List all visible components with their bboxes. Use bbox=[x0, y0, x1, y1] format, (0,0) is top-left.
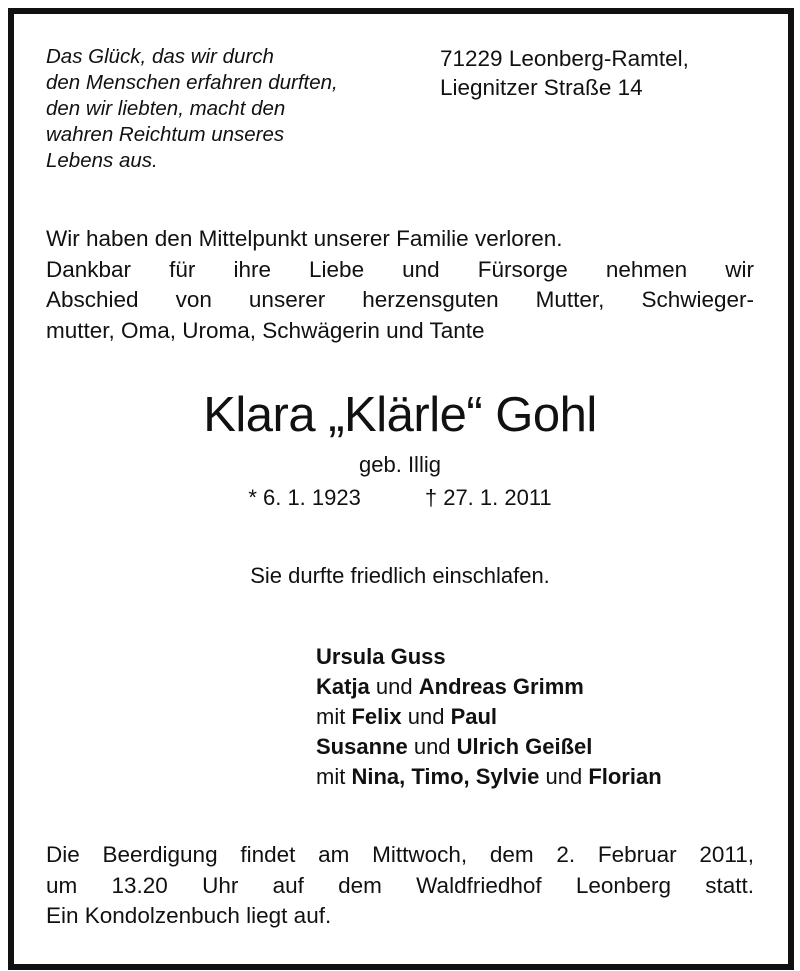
intro-line: Dankbar für ihre Liebe und Fürsorge nehmen wir bbox=[46, 256, 754, 282]
intro-line: Wir haben den Mittelpunkt unserer Familie verloren. bbox=[46, 226, 563, 251]
intro-text bbox=[46, 224, 754, 346]
address-street: Liegnitzer Straße 14 bbox=[440, 75, 643, 100]
quote-line: den Menschen erfahren durften, bbox=[46, 71, 338, 94]
mourner-name: Paul bbox=[450, 704, 498, 729]
quote-line: wahren Reichtum unseres bbox=[46, 123, 285, 146]
funeral-info bbox=[46, 840, 754, 932]
death-date: † 27. 1. 2011 bbox=[424, 485, 552, 510]
funeral-line: Die Beerdigung findet am Mittwoch, dem 2. Februar 2011, bbox=[46, 842, 754, 867]
mourner-line bbox=[316, 762, 776, 792]
connector-word: und bbox=[407, 704, 445, 729]
mourner-name: Andreas Grimm bbox=[418, 674, 584, 699]
family-address bbox=[440, 44, 770, 102]
mourner-line bbox=[316, 672, 776, 702]
mourner-line bbox=[316, 732, 776, 762]
memorial-quote bbox=[46, 44, 426, 174]
connector-word: mit bbox=[316, 764, 346, 789]
peace-note: Sie durfte friedlich einschlafen. bbox=[250, 563, 550, 588]
deceased-name: Klara „Klärle“ Gohl bbox=[203, 388, 597, 442]
mourner-name: Nina, Timo, Sylvie bbox=[351, 764, 540, 789]
intro-line: Abschied von unserer herzensguten Mutter, Schwieger- bbox=[46, 287, 754, 312]
connector-word: und bbox=[545, 764, 583, 789]
quote-line: Lebens aus. bbox=[46, 149, 158, 172]
mourners-list bbox=[316, 642, 776, 792]
birth-name: geb. Illig bbox=[359, 452, 441, 477]
life-dates bbox=[0, 484, 800, 512]
quote-line: Das Glück, das wir durch bbox=[46, 45, 274, 68]
mourner-line bbox=[316, 702, 776, 732]
connector-word: mit bbox=[316, 704, 346, 729]
mourner-name: Ursula Guss bbox=[316, 644, 446, 669]
mourner-name: Felix bbox=[351, 704, 402, 729]
funeral-line: Ein Kondolzenbuch liegt auf. bbox=[46, 903, 332, 928]
mourner-name: Florian bbox=[588, 764, 662, 789]
mourner-name: Ulrich Geißel bbox=[456, 734, 593, 759]
connector-word: und bbox=[413, 734, 451, 759]
funeral-line: um 13.20 Uhr auf dem Waldfriedhof Leonberg statt. bbox=[46, 872, 754, 898]
connector-word: und bbox=[375, 674, 413, 699]
intro-line: mutter, Oma, Uroma, Schwägerin und Tante bbox=[46, 317, 485, 343]
birth-date: * 6. 1. 1923 bbox=[248, 485, 361, 510]
quote-line: den wir liebten, macht den bbox=[46, 97, 286, 120]
address-city: 71229 Leonberg-Ramtel, bbox=[440, 46, 689, 71]
mourner-name: Katja bbox=[316, 674, 370, 699]
mourner-line bbox=[316, 642, 776, 672]
mourner-name: Susanne bbox=[316, 734, 408, 759]
